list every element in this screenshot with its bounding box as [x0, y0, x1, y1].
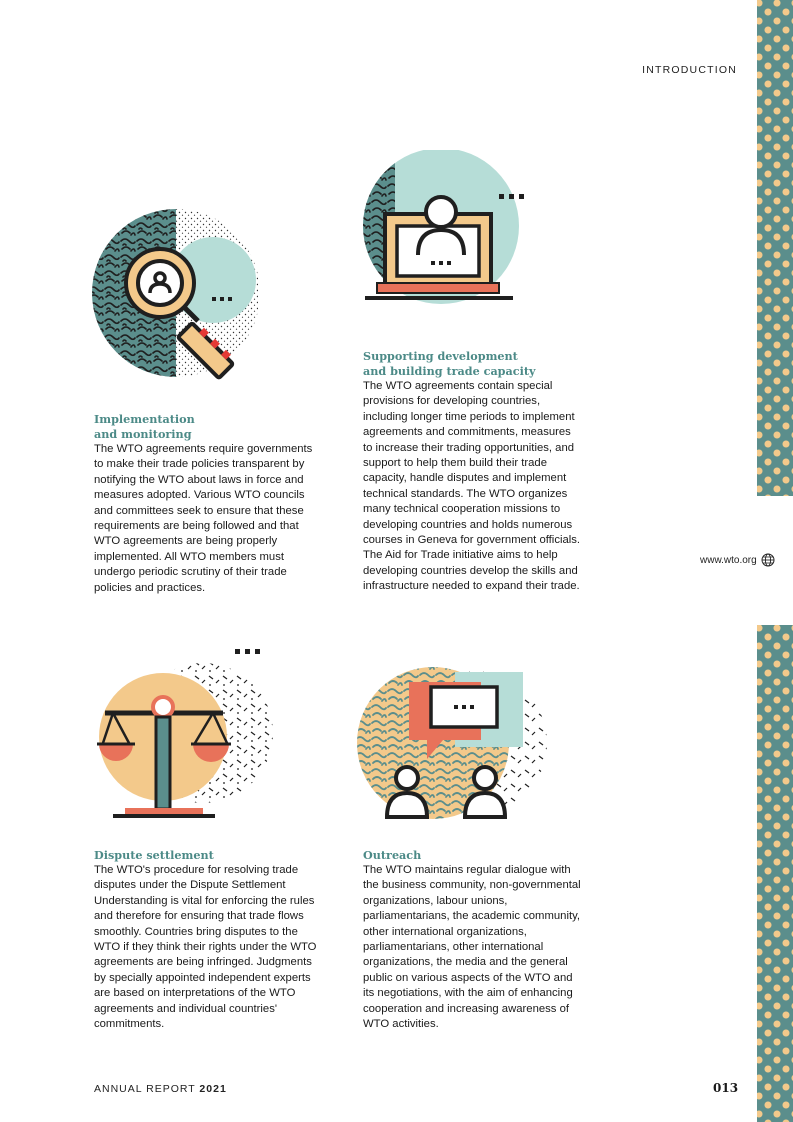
scales-icon: [95, 645, 275, 825]
implementation-heading: [94, 412, 316, 442]
report-year: 2021: [199, 1083, 227, 1095]
heading-line: and monitoring: [94, 427, 192, 441]
dispute-heading: Dispute settlement: [94, 848, 214, 862]
implementation-body: The WTO agreements require governments to make their trade policies transparent by notifying the WTO about laws in force and measures adopted. Various WTO councils and committees seek to ensure that these requirements are being followed and that WTO agreements are being properly implemented. All WTO members must undergo periodic scrutiny of their trade policies and practices.: [94, 443, 313, 594]
website-text: www.wto.org: [700, 554, 757, 566]
decorative-dot-strip-top: [757, 0, 793, 496]
outreach-block: [363, 848, 583, 1032]
outreach-body: The WTO maintains regular dialogue with the business community, non-governmental organizations, labour unions, parliamentarians, the academic community, other international organizations, parliamentarians, other international organizations, the media and the general public on various aspects of the WTO and its negotiations, with the aim of enhancing cooperation and increasing awareness of WTO activities.: [363, 864, 581, 1031]
magnifier-user-icon: [88, 205, 258, 380]
report-label: ANNUAL REPORT: [94, 1083, 196, 1095]
heading-line: Implementation: [94, 412, 195, 426]
chat-people-icon: [355, 655, 550, 825]
footer-report-label: [94, 1083, 227, 1095]
implementation-block: [94, 412, 316, 596]
section-label: INTRODUCTION: [642, 64, 737, 76]
laptop-user-icon: [355, 150, 535, 310]
development-body: The WTO agreements contain special provisions for developing countries, including longer time periods to implement agreements and commitments, measures to increase their trading opportunities, and support to help them build their trade capacity, handle disputes and implement technical standards. The WTO organizes many technical cooperation missions to developing countries and holds numerous courses in Geneva for government officials. The Aid for Trade initiative aims to help developing countries develop the skills and infrastructure needed to expand their trade.: [363, 380, 581, 593]
outreach-heading: Outreach: [363, 848, 422, 862]
heading-line: and building trade capacity: [363, 364, 536, 378]
heading-line: Supporting development: [363, 349, 518, 363]
decorative-dot-strip-bottom: [757, 625, 793, 1122]
globe-icon: [761, 553, 775, 567]
website-link[interactable]: [700, 553, 775, 567]
development-block: [363, 349, 581, 595]
development-heading: [363, 349, 581, 379]
dispute-body: The WTO's procedure for resolving trade disputes under the Dispute Settlement Understanding is vital for enforcing the rules and therefore for ensuring that trade flows smoothly. Countries bring disputes to the WTO if they think their rights under the WTO agreements are being infringed. Judgments by specially appointed independent experts are based on interpretations of the WTO agreements and individual countries' commitments.: [94, 864, 317, 1031]
dispute-block: [94, 848, 318, 1032]
page-number: 013: [713, 1081, 739, 1095]
